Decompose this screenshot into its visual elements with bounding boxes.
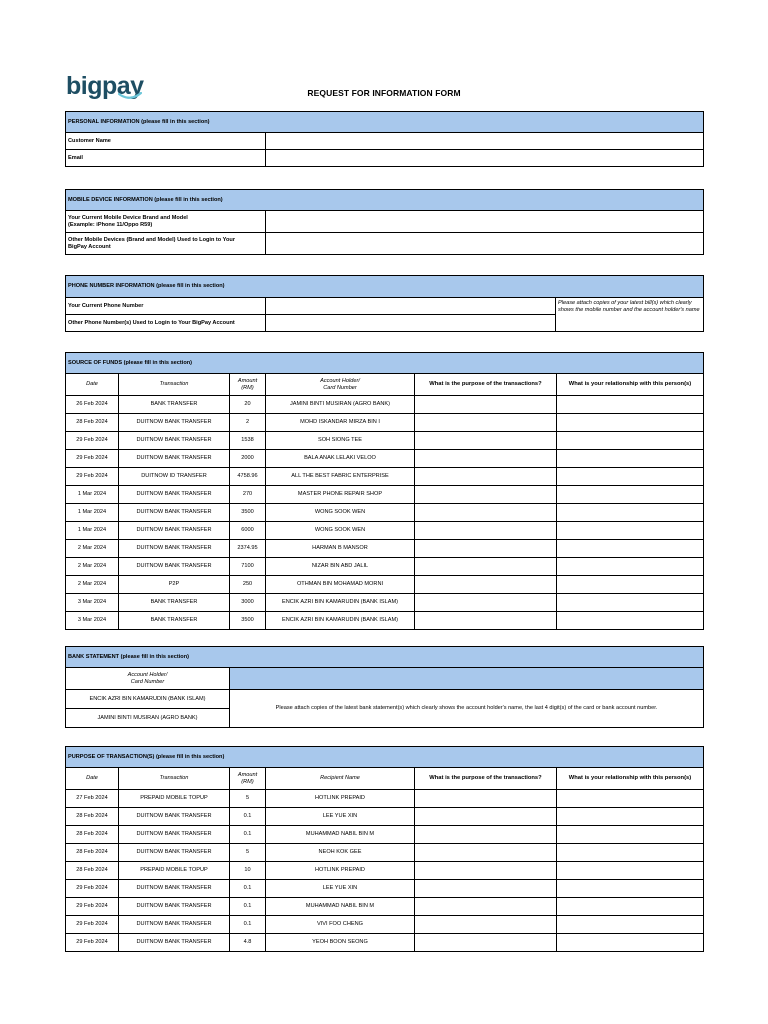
cell-name: BALA ANAK LELAKI VELOO <box>266 450 415 468</box>
cell-relationship-input[interactable] <box>557 504 704 522</box>
cell-relationship-input[interactable] <box>557 576 704 594</box>
purpose-rows <box>66 790 704 952</box>
cell-relationship-input[interactable] <box>557 558 704 576</box>
cell-name: ENCIK AZRI BIN KAMARUDIN (BANK ISLAM) <box>266 612 415 630</box>
cell-name: WONG SOOK WEN <box>266 522 415 540</box>
source-of-funds-header: SOURCE OF FUNDS (please fill in this section) <box>66 353 704 374</box>
cell-amount: 5 <box>230 790 266 808</box>
bank-statement-header: BANK STATEMENT (please fill in this section) <box>66 647 704 668</box>
table-row <box>66 576 704 594</box>
logo-text: bigpay <box>66 72 144 100</box>
cell-date: 1 Mar 2024 <box>66 486 119 504</box>
table-row <box>66 898 704 916</box>
cell-amount: 3000 <box>230 594 266 612</box>
cell-transaction: DUITNOW BANK TRANSFER <box>119 504 230 522</box>
cell-date: 29 Feb 2024 <box>66 898 119 916</box>
cell-relationship-input[interactable] <box>557 522 704 540</box>
cell-date: 2 Mar 2024 <box>66 558 119 576</box>
other-phone-label: Other Phone Number(s) Used to Login to Your BigPay Account <box>66 315 266 332</box>
cell-amount: 2000 <box>230 450 266 468</box>
cell-date: 28 Feb 2024 <box>66 414 119 432</box>
cell-amount: 5 <box>230 844 266 862</box>
cell-transaction: DUITNOW BANK TRANSFER <box>119 558 230 576</box>
customer-name-label: Customer Name <box>66 133 266 150</box>
cell-amount: 6000 <box>230 522 266 540</box>
col-account-holder <box>266 374 415 396</box>
personal-info-header: PERSONAL INFORMATION (please fill in this section) <box>66 112 704 133</box>
cell-purpose-input[interactable] <box>415 790 557 808</box>
cell-relationship-input[interactable] <box>557 540 704 558</box>
cell-name: MUHAMMAD NABIL BIN M <box>266 898 415 916</box>
cell-name: HOTLINK PREPAID <box>266 790 415 808</box>
cell-transaction: DUITNOW BANK TRANSFER <box>119 898 230 916</box>
cell-transaction: DUITNOW BANK TRANSFER <box>119 540 230 558</box>
table-row <box>66 450 704 468</box>
col-bank-account-holder <box>66 668 230 690</box>
cell-purpose-input[interactable] <box>415 898 557 916</box>
table-row <box>66 826 704 844</box>
mobile-device-header: MOBILE DEVICE INFORMATION (please fill in this section) <box>66 190 704 211</box>
cell-purpose-input[interactable] <box>415 450 557 468</box>
cell-transaction: DUITNOW BANK TRANSFER <box>119 826 230 844</box>
other-devices-label-line2: BigPay Account <box>68 243 111 250</box>
email-label: Email <box>66 150 266 167</box>
other-phone-field[interactable] <box>266 315 556 332</box>
table-row <box>66 396 704 414</box>
cell-transaction: BANK TRANSFER <box>119 396 230 414</box>
cell-name: SOH SIONG TEE <box>266 432 415 450</box>
col-date: Date <box>66 768 119 790</box>
col-bank-account-holder-line2: Card Number <box>130 678 165 685</box>
email-field[interactable] <box>266 150 704 167</box>
table-row <box>66 612 704 630</box>
cell-relationship-input[interactable] <box>557 450 704 468</box>
other-devices-label <box>66 233 266 255</box>
cell-relationship-input[interactable] <box>557 808 704 826</box>
bank-account-row: JAMINI BINTI MUSIRAN (AGRO BANK) <box>66 709 230 728</box>
col-amount-line2: (RM) <box>241 778 254 785</box>
table-row <box>66 934 704 952</box>
cell-purpose-input[interactable] <box>415 504 557 522</box>
cell-date: 27 Feb 2024 <box>66 790 119 808</box>
cell-date: 3 Mar 2024 <box>66 594 119 612</box>
cell-transaction: DUITNOW BANK TRANSFER <box>119 934 230 952</box>
table-row <box>66 504 704 522</box>
mobile-device-table <box>65 189 704 255</box>
cell-date: 3 Mar 2024 <box>66 612 119 630</box>
cell-transaction: DUITNOW BANK TRANSFER <box>119 808 230 826</box>
table-row <box>66 844 704 862</box>
cell-name: LEE YUE XIN <box>266 880 415 898</box>
current-phone-field[interactable] <box>266 298 556 315</box>
cell-date: 29 Feb 2024 <box>66 934 119 952</box>
personal-info-table <box>65 111 704 167</box>
current-phone-label: Your Current Phone Number <box>66 298 266 315</box>
cell-transaction: PREPAID MOBILE TOPUP <box>119 862 230 880</box>
cell-relationship-input[interactable] <box>557 468 704 486</box>
cell-relationship-input[interactable] <box>557 486 704 504</box>
cell-date: 28 Feb 2024 <box>66 808 119 826</box>
cell-name: YEOH BOON SEONG <box>266 934 415 952</box>
cell-purpose-input[interactable] <box>415 558 557 576</box>
cell-amount: 0.1 <box>230 808 266 826</box>
cell-date: 26 Feb 2024 <box>66 396 119 414</box>
cell-purpose-input[interactable] <box>415 468 557 486</box>
cell-name: HARMAN B MANSOR <box>266 540 415 558</box>
cell-transaction: DUITNOW BANK TRANSFER <box>119 486 230 504</box>
col-transaction: Transaction <box>119 374 230 396</box>
cell-purpose-input[interactable] <box>415 880 557 898</box>
other-devices-field[interactable] <box>266 233 704 255</box>
cell-transaction: DUITNOW BANK TRANSFER <box>119 844 230 862</box>
table-row <box>66 880 704 898</box>
cell-transaction: DUITNOW BANK TRANSFER <box>119 916 230 934</box>
cell-date: 1 Mar 2024 <box>66 522 119 540</box>
cell-purpose-input[interactable] <box>415 486 557 504</box>
cell-relationship-input[interactable] <box>557 898 704 916</box>
cell-amount: 2374.95 <box>230 540 266 558</box>
cell-relationship-input[interactable] <box>557 396 704 414</box>
cell-relationship-input[interactable] <box>557 862 704 880</box>
cell-name: MUHAMMAD NABIL BIN M <box>266 826 415 844</box>
bank-account-row: ENCIK AZRI BIN KAMARUDIN (BANK ISLAM) <box>66 690 230 709</box>
cell-date: 29 Feb 2024 <box>66 880 119 898</box>
col-purpose: What is the purpose of the transactions? <box>415 374 557 396</box>
cell-purpose-input[interactable] <box>415 522 557 540</box>
col-amount <box>230 374 266 396</box>
cell-transaction: DUITNOW BANK TRANSFER <box>119 450 230 468</box>
cell-name: NEOH KOK GEE <box>266 844 415 862</box>
col-bank-account-holder-line1: Account Holder/ <box>127 671 168 678</box>
cell-name: NIZAR BIN ABD JALIL <box>266 558 415 576</box>
cell-name: ENCIK AZRI BIN KAMARUDIN (BANK ISLAM) <box>266 594 415 612</box>
table-row <box>66 414 704 432</box>
cell-amount: 0.1 <box>230 898 266 916</box>
purpose-header: PURPOSE OF TRANSACTION(S) (please fill in this section) <box>66 747 704 768</box>
cell-name: MASTER PHONE REPAIR SHOP <box>266 486 415 504</box>
cell-transaction: P2P <box>119 576 230 594</box>
col-relationship: What is your relationship with this person(s) <box>557 768 704 790</box>
cell-date: 29 Feb 2024 <box>66 432 119 450</box>
cell-amount: 4758.96 <box>230 468 266 486</box>
cell-amount: 0.1 <box>230 880 266 898</box>
cell-name: VIVI FOO CHENG <box>266 916 415 934</box>
cell-relationship-input[interactable] <box>557 880 704 898</box>
table-row <box>66 790 704 808</box>
phone-number-header: PHONE NUMBER INFORMATION (please fill in this section) <box>66 276 704 298</box>
cell-date: 28 Feb 2024 <box>66 844 119 862</box>
cell-purpose-input[interactable] <box>415 808 557 826</box>
other-devices-label-line1: Other Mobile Devices (Brand and Model) Used to Login to Your <box>68 236 235 243</box>
cell-date: 28 Feb 2024 <box>66 826 119 844</box>
cell-amount: 0.1 <box>230 916 266 934</box>
cell-purpose-input[interactable] <box>415 540 557 558</box>
table-row <box>66 432 704 450</box>
cell-purpose-input[interactable] <box>415 414 557 432</box>
table-row <box>66 916 704 934</box>
cell-relationship-input[interactable] <box>557 414 704 432</box>
cell-name: LEE YUE XIN <box>266 808 415 826</box>
table-row <box>66 558 704 576</box>
cell-relationship-input[interactable] <box>557 844 704 862</box>
cell-name: ALL THE BEST FABRIC ENTERPRISE <box>266 468 415 486</box>
cell-amount: 0.1 <box>230 826 266 844</box>
col-account-holder-line2: Card Number <box>323 384 357 391</box>
cell-transaction: DUITNOW BANK TRANSFER <box>119 522 230 540</box>
cell-amount: 1538 <box>230 432 266 450</box>
funds-rows <box>66 396 704 630</box>
table-row <box>66 808 704 826</box>
cell-amount: 10 <box>230 862 266 880</box>
phone-number-table <box>65 275 704 332</box>
phone-attach-note: Please attach copies of your latest bill(s) which clearly shows the mobile number and the account holder's name <box>556 298 704 332</box>
col-date: Date <box>66 374 119 396</box>
table-row <box>66 486 704 504</box>
current-device-label-line1: Your Current Mobile Device Brand and Model <box>68 214 188 221</box>
cell-transaction: BANK TRANSFER <box>119 612 230 630</box>
cell-relationship-input[interactable] <box>557 790 704 808</box>
col-transaction: Transaction <box>119 768 230 790</box>
cell-name: JAMINI BINTI MUSIRAN (AGRO BANK) <box>266 396 415 414</box>
col-amount-line1: Amount <box>237 377 258 384</box>
cell-amount: 7100 <box>230 558 266 576</box>
cell-date: 2 Mar 2024 <box>66 540 119 558</box>
cell-name: WONG SOOK WEN <box>266 504 415 522</box>
cell-relationship-input[interactable] <box>557 612 704 630</box>
cell-purpose-input[interactable] <box>415 844 557 862</box>
table-row <box>66 522 704 540</box>
cell-name: HOTLINK PREPAID <box>266 862 415 880</box>
cell-relationship-input[interactable] <box>557 934 704 952</box>
cell-relationship-input[interactable] <box>557 916 704 934</box>
table-row <box>66 862 704 880</box>
bank-header-fill <box>230 668 704 690</box>
col-amount-line2: (RM) <box>241 384 254 391</box>
cell-amount: 250 <box>230 576 266 594</box>
cell-purpose-input[interactable] <box>415 826 557 844</box>
cell-amount: 3500 <box>230 612 266 630</box>
cell-transaction: BANK TRANSFER <box>119 594 230 612</box>
cell-date: 1 Mar 2024 <box>66 504 119 522</box>
cell-transaction: PREPAID MOBILE TOPUP <box>119 790 230 808</box>
cell-name: OTHMAN BIN MOHAMAD MORNI <box>266 576 415 594</box>
cell-purpose-input[interactable] <box>415 396 557 414</box>
cell-date: 29 Feb 2024 <box>66 450 119 468</box>
cell-transaction: DUITNOW BANK TRANSFER <box>119 414 230 432</box>
cell-amount: 3500 <box>230 504 266 522</box>
cell-name: MOHD ISKANDAR MIRZA BIN I <box>266 414 415 432</box>
cell-date: 29 Feb 2024 <box>66 468 119 486</box>
cell-purpose-input[interactable] <box>415 432 557 450</box>
cell-purpose-input[interactable] <box>415 916 557 934</box>
cell-transaction: DUITNOW BANK TRANSFER <box>119 432 230 450</box>
cell-purpose-input[interactable] <box>415 594 557 612</box>
cell-relationship-input[interactable] <box>557 826 704 844</box>
cell-date: 2 Mar 2024 <box>66 576 119 594</box>
purpose-of-transactions-table <box>65 746 704 952</box>
cell-relationship-input[interactable] <box>557 432 704 450</box>
cell-purpose-input[interactable] <box>415 576 557 594</box>
cell-purpose-input[interactable] <box>415 612 557 630</box>
cell-date: 28 Feb 2024 <box>66 862 119 880</box>
table-row <box>66 540 704 558</box>
bank-statement-table <box>65 646 704 728</box>
col-purpose: What is the purpose of the transactions? <box>415 768 557 790</box>
col-recipient-name: Recipient Name <box>266 768 415 790</box>
bank-attach-note: Please attach copies of the latest bank statement(s) which clearly shows the account holder's name, the last 4 digit(s) of the card or bank account number. <box>230 690 704 728</box>
source-of-funds-table <box>65 352 704 630</box>
col-amount-line1: Amount <box>237 771 258 778</box>
col-relationship: What is your relationship with this person(s) <box>557 374 704 396</box>
cell-date: 29 Feb 2024 <box>66 916 119 934</box>
cell-transaction: DUITNOW BANK TRANSFER <box>119 880 230 898</box>
col-account-holder-line1: Account Holder/ <box>320 377 360 384</box>
cell-amount: 20 <box>230 396 266 414</box>
form-title: REQUEST FOR INFORMATION FORM <box>307 88 461 98</box>
cell-purpose-input[interactable] <box>415 934 557 952</box>
cell-transaction: DUITNOW ID TRANSFER <box>119 468 230 486</box>
table-row <box>66 594 704 612</box>
customer-name-field[interactable] <box>266 133 704 150</box>
cell-amount: 2 <box>230 414 266 432</box>
current-device-label <box>66 211 266 233</box>
col-amount <box>230 768 266 790</box>
current-device-label-line2: (Example: iPhone 11/Oppo R59) <box>68 221 153 228</box>
current-device-field[interactable] <box>266 211 704 233</box>
cell-purpose-input[interactable] <box>415 862 557 880</box>
cell-amount: 4.8 <box>230 934 266 952</box>
cell-relationship-input[interactable] <box>557 594 704 612</box>
table-row <box>66 468 704 486</box>
cell-amount: 270 <box>230 486 266 504</box>
